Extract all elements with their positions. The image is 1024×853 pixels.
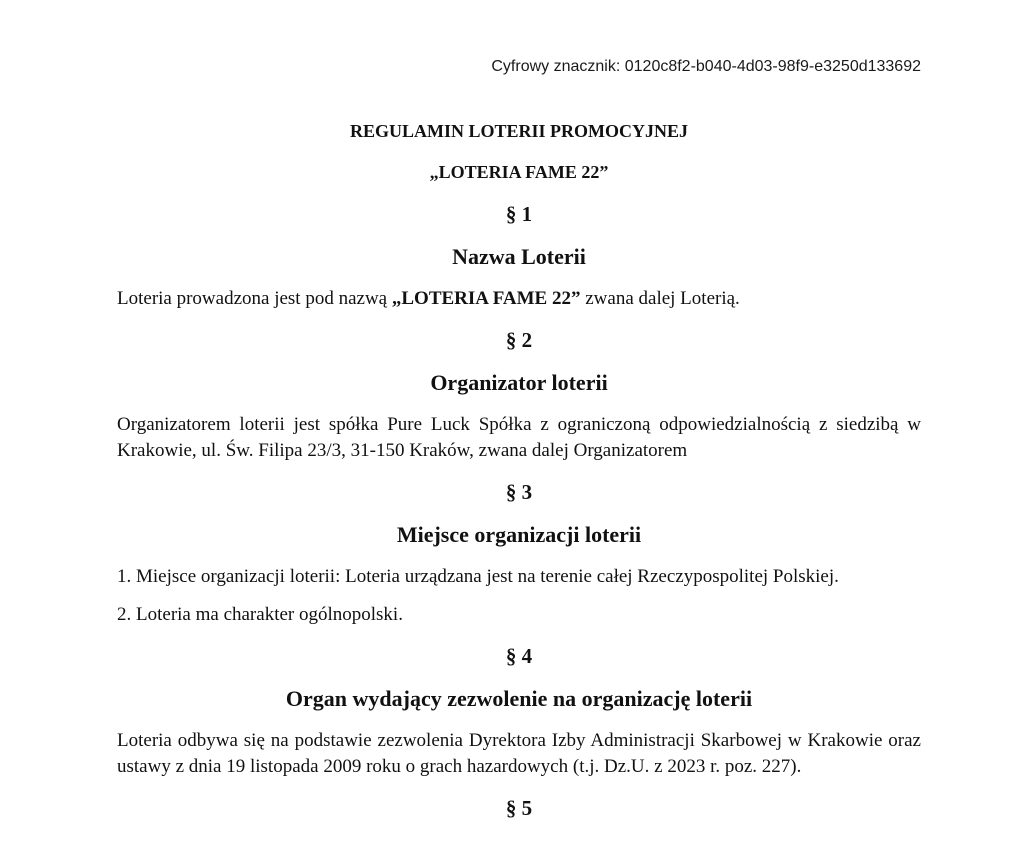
section-1-sign: § 1: [505, 202, 533, 226]
section-1-text-b: zwana dalej Loterią.: [580, 288, 740, 309]
section-1-paragraph: [117, 286, 921, 312]
document-content: [117, 117, 921, 822]
section-2-heading: Organizator loterii: [430, 370, 608, 395]
section-4-sign: § 4: [505, 644, 533, 668]
section-2-sign: § 2: [505, 328, 533, 352]
document-subtitle: „LOTERIA FAME 22”: [429, 162, 609, 182]
section-3-sign: § 3: [505, 480, 533, 504]
section-4-heading: Organ wydający zezwolenie na organizację loterii: [285, 686, 753, 711]
section-1-heading: Nazwa Loterii: [452, 244, 586, 269]
section-3-paragraph-2: 2. Loteria ma charakter ogólnopolski.: [117, 604, 403, 625]
lottery-name-bold: „LOTERIA FAME 22”: [391, 288, 581, 309]
document-title: REGULAMIN LOTERII PROMOCYJNEJ: [349, 121, 689, 141]
section-4-paragraph: Loteria odbywa się na podstawie zezwolenia Dyrektora Izby Administracji Skarbowej w Krakowie oraz ustawy z dnia 19 listopada 2009 roku o grach hazardowych (t.j. Dz.U. z 2023 r. poz. 227).: [117, 730, 921, 777]
section-1-text-a: Loteria prowadzona jest pod nazwą: [117, 288, 392, 309]
section-2-paragraph: Organizatorem loterii jest spółka Pure Luck Spółka z ograniczoną odpowiedzialnością z siedzibą w Krakowie, ul. Św. Filipa 23/3, 31-150 Kraków, zwana dalej Organizatorem: [117, 414, 921, 461]
section-3-paragraph-1: 1. Miejsce organizacji loterii: Loteria urządzana jest na terenie całej Rzeczypospolitej Polskiej.: [117, 566, 839, 587]
digital-marker: Cyfrowy znacznik: 0120c8f2-b040-4d03-98f9-e3250d133692: [491, 58, 921, 75]
section-5-sign: § 5: [505, 796, 533, 820]
section-3-heading: Miejsce organizacji loterii: [396, 522, 642, 547]
